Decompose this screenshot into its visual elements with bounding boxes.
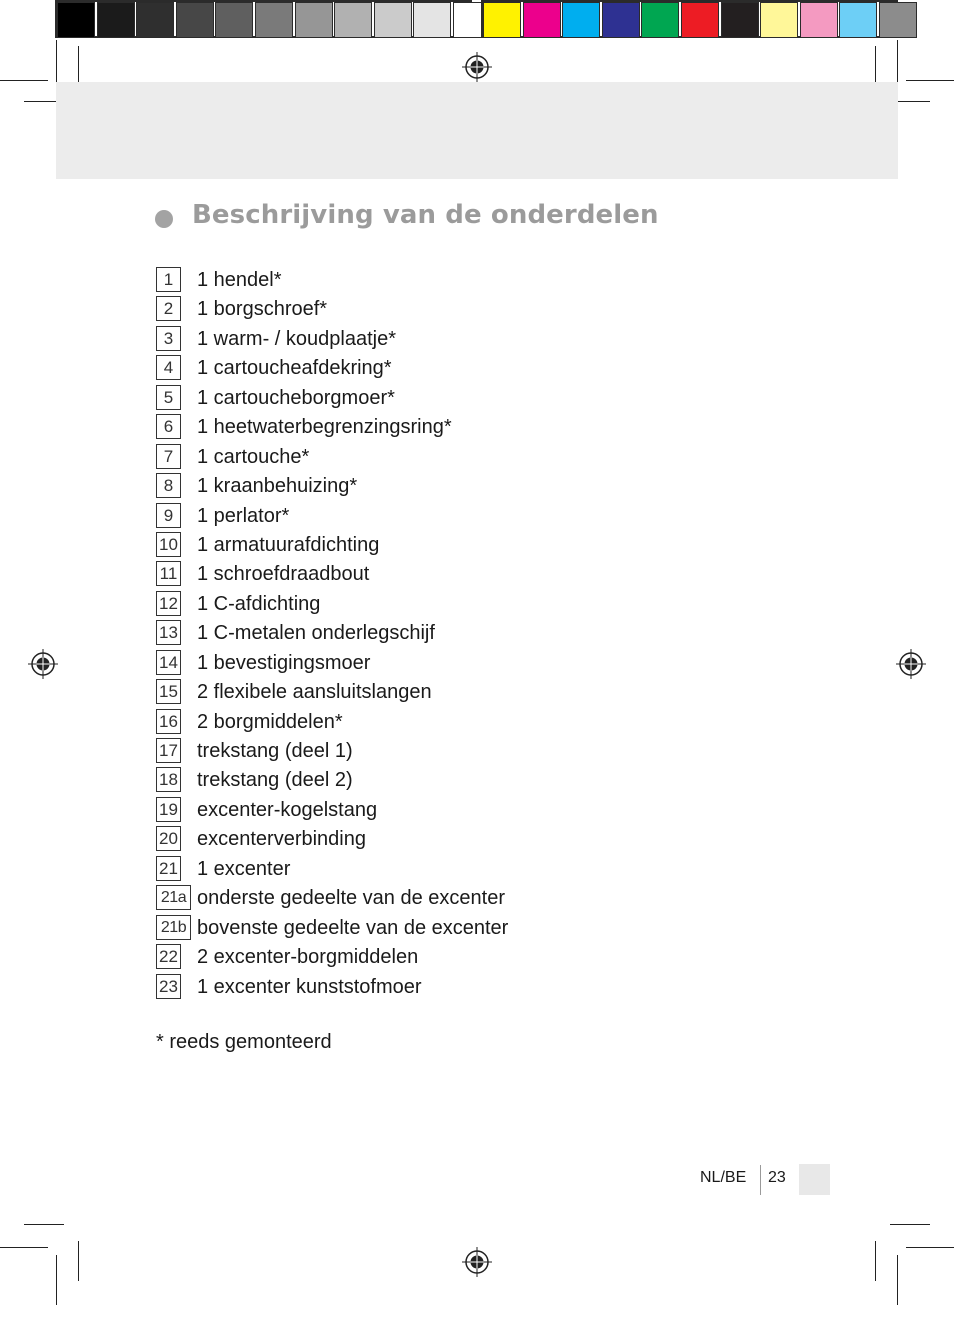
color-swatch — [721, 2, 759, 38]
part-number-box: 19 — [156, 797, 181, 822]
part-label: excenterverbinding — [197, 828, 366, 851]
color-swatch — [483, 2, 521, 38]
crop-mark — [0, 1247, 48, 1248]
crop-mark — [875, 46, 876, 86]
part-number-box: 20 — [156, 826, 181, 851]
footnote: * reeds gemonteerd — [156, 1031, 332, 1053]
color-swatch — [641, 2, 679, 38]
part-number-box: 15 — [156, 679, 181, 704]
gray-swatch — [295, 2, 333, 38]
crop-mark — [890, 1224, 930, 1225]
part-number-box: 22 — [156, 944, 181, 969]
color-swatch — [681, 2, 719, 38]
part-label: 1 hendel* — [197, 269, 282, 291]
gray-swatch — [97, 2, 135, 38]
part-label: 2 borgmiddelen* — [197, 710, 343, 733]
crop-mark — [897, 1255, 898, 1305]
part-number-box: 14 — [156, 650, 181, 675]
color-swatch — [879, 2, 917, 38]
part-label: 1 cartoucheborgmoer* — [197, 386, 395, 409]
part-number-box: 21 — [156, 856, 181, 881]
part-label: 1 schroefdraadbout — [197, 563, 370, 586]
part-label: 1 C-afdichting — [197, 592, 321, 615]
part-number-box: 6 — [156, 414, 181, 439]
registration-mark-icon — [28, 649, 58, 679]
crop-mark — [875, 1241, 876, 1281]
color-calibration-bar — [483, 2, 919, 38]
gray-calibration-bar — [57, 2, 493, 38]
part-label: 1 heetwaterbegrenzingsring* — [197, 416, 452, 439]
section-title: Beschrijving van de onderdelen — [192, 200, 659, 230]
part-number-box: 11 — [156, 561, 181, 586]
color-swatch — [839, 2, 877, 38]
color-swatch — [800, 2, 838, 38]
gray-swatch — [215, 2, 253, 38]
part-number-box: 10 — [156, 532, 181, 557]
part-number-box: 18 — [156, 767, 181, 792]
page-tab-box — [799, 1164, 830, 1195]
part-label: 2 excenter-borgmiddelen — [197, 946, 419, 969]
part-number-box: 21b — [156, 915, 191, 940]
part-number-box: 17 — [156, 738, 181, 763]
part-number-box: 7 — [156, 444, 181, 469]
gray-swatch — [136, 2, 174, 38]
part-number-box: 3 — [156, 326, 181, 351]
color-swatch — [562, 2, 600, 38]
part-number-box: 21a — [156, 885, 191, 910]
part-label: 1 borgschroef* — [197, 298, 328, 321]
page-number: 23 — [768, 1169, 786, 1186]
part-number-box: 9 — [156, 503, 181, 528]
part-label: onderste gedeelte van de excenter — [197, 887, 505, 910]
part-number-box: 5 — [156, 385, 181, 410]
part-number-box: 4 — [156, 355, 181, 380]
part-label: 1 warm- / koudplaatje* — [197, 327, 396, 350]
footer-divider — [760, 1165, 761, 1195]
registration-mark-icon — [462, 52, 492, 82]
header-band — [56, 82, 898, 179]
part-label: 1 bevestigingsmoer — [197, 651, 371, 674]
crop-mark — [906, 1247, 954, 1248]
gray-swatch — [57, 2, 95, 38]
part-label: excenter-kogelstang — [197, 798, 378, 821]
part-label: 1 cartouche* — [197, 445, 310, 468]
part-number-box: 2 — [156, 296, 181, 321]
part-label: 1 excenter — [197, 857, 291, 880]
part-label: 1 armatuurafdichting — [197, 533, 380, 556]
part-label: 2 flexibele aansluitslangen — [197, 681, 432, 704]
part-number-box: 23 — [156, 974, 181, 999]
crop-mark — [78, 46, 79, 86]
language-code: NL/BE — [700, 1169, 747, 1186]
part-number-box: 1 — [156, 267, 181, 292]
gray-swatch — [413, 2, 451, 38]
part-number-box: 8 — [156, 473, 181, 498]
part-label: 1 perlator* — [197, 504, 290, 527]
gray-swatch — [374, 2, 412, 38]
crop-mark — [0, 80, 48, 81]
crop-mark — [906, 80, 954, 81]
part-label: trekstang (deel 1) — [197, 740, 353, 762]
gray-swatch — [334, 2, 372, 38]
part-label: 1 C-metalen onderlegschijf — [197, 622, 435, 645]
color-swatch — [602, 2, 640, 38]
part-label: 1 excenter kunststofmoer — [197, 975, 422, 998]
part-label: bovenste gedeelte van de excenter — [197, 916, 509, 939]
gray-swatch — [255, 2, 293, 38]
part-number-box: 13 — [156, 620, 181, 645]
registration-mark-icon — [462, 1247, 492, 1277]
part-number-box: 16 — [156, 709, 181, 734]
crop-mark — [24, 1224, 64, 1225]
part-label: trekstang (deel 2) — [197, 769, 353, 792]
gray-swatch — [176, 2, 214, 38]
heading-bullet-icon — [155, 210, 173, 228]
crop-mark — [56, 1255, 57, 1305]
part-number-box: 12 — [156, 591, 181, 616]
color-swatch — [760, 2, 798, 38]
registration-mark-icon — [896, 649, 926, 679]
part-label: 1 cartoucheafdekring* — [197, 357, 392, 380]
crop-mark — [78, 1241, 79, 1281]
part-label: 1 kraanbehuizing* — [197, 475, 358, 498]
color-swatch — [523, 2, 561, 38]
